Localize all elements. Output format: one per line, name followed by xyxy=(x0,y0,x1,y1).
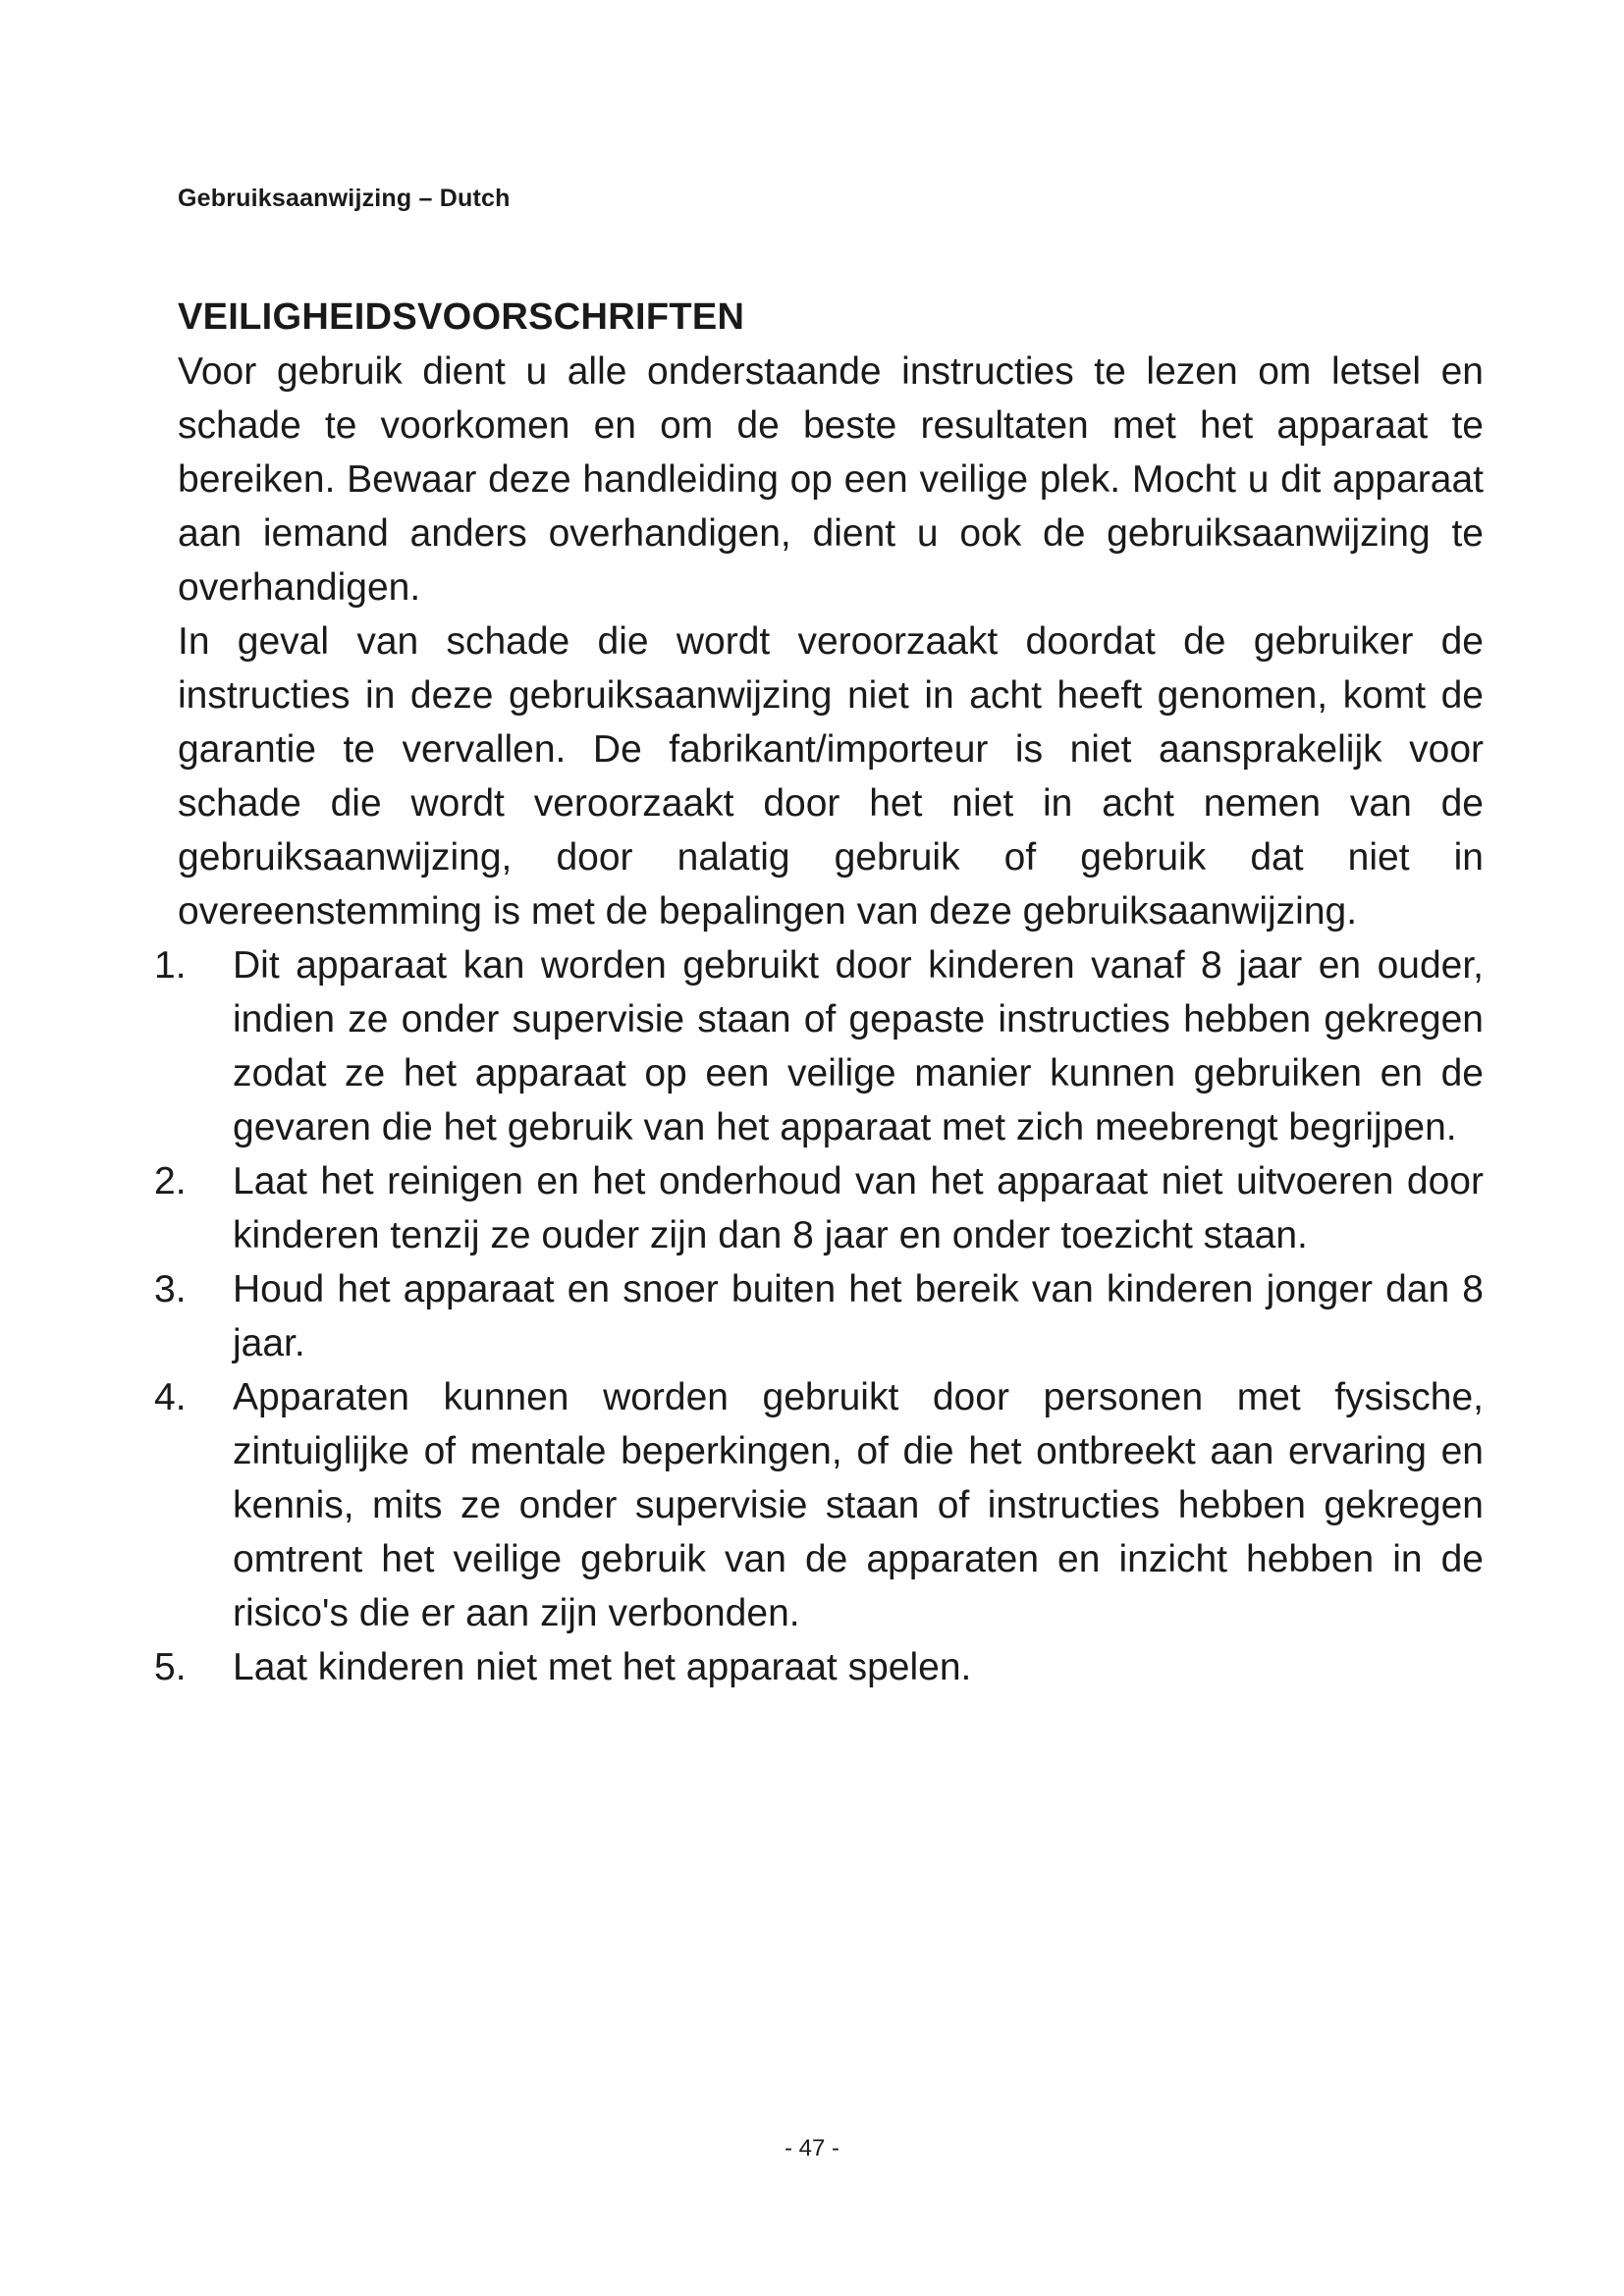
list-item-number: 4. xyxy=(154,1376,187,1418)
list-item-text: Laat kinderen niet met het apparaat spelen. xyxy=(233,1646,972,1688)
list-item-number: 2. xyxy=(154,1160,187,1202)
page-number: - 47 - xyxy=(784,2135,839,2162)
list-item-text: Dit apparaat kan worden gebruikt door kinderen vanaf 8 jaar en ouder, indien ze onder supervisie staan of gepaste instructies hebben gekregen zodat ze het apparaat op een veilige manier kunnen gebruiken en de gevaren die het gebruik van het apparaat met zich meebrengt begrijpen. xyxy=(233,944,1484,1148)
intro-paragraph-2: In geval van schade die wordt veroorzaakt doordat de gebruiker de instructies in deze gebruiksaanwijzing niet in acht heeft genomen, komt de garantie te vervallen. De fabrikant/importeur is niet aansprakelijk voor schade die wordt veroorzaakt door het niet in acht nemen van de gebruiksaanwijzing, door nalatig gebruik of gebruik dat niet in overeenstemming is met de bepalingen van deze gebruiksaanwijzing. xyxy=(178,620,1484,933)
page-content xyxy=(154,291,1484,1694)
list-item xyxy=(154,1640,1484,1694)
header-label: Gebruiksaanwijzing – Dutch xyxy=(178,185,511,212)
list-item xyxy=(154,938,1484,1154)
list-item-text: Houd het apparaat en snoer buiten het bereik van kinderen jonger dan 8 jaar. xyxy=(233,1268,1484,1364)
list-item xyxy=(154,1154,1484,1262)
list-item xyxy=(154,1262,1484,1370)
intro-paragraph-1: Voor gebruik dient u alle onderstaande instructies te lezen om letsel en schade te voorkomen en om de beste resultaten met het apparaat te bereiken. Bewaar deze handleiding op een veilige plek. Mocht u dit apparaat aan iemand anders overhandigen, dient u ook de gebruiksaanwijzing te overhandigen. xyxy=(178,350,1484,609)
safety-rules-list xyxy=(154,938,1484,1694)
list-item-text: Laat het reinigen en het onderhoud van het apparaat niet uitvoeren door kinderen tenzij ze ouder zijn dan 8 jaar en onder toezicht staan. xyxy=(233,1160,1484,1256)
list-item-number: 5. xyxy=(154,1646,187,1688)
list-item-number: 3. xyxy=(154,1268,187,1310)
list-item xyxy=(154,1370,1484,1640)
section-title: VEILIGHEIDSVOORSCHRIFTEN xyxy=(178,296,745,338)
list-item-number: 1. xyxy=(154,944,187,987)
list-item-text: Apparaten kunnen worden gebruikt door personen met fysische, zintuiglijke of mentale beperkingen, of die het ontbreekt aan ervaring en kennis, mits ze onder supervisie staan of instructies hebben gekregen omtrent het veilige gebruik van de apparaten en inzicht hebben in de risico's die er aan zijn verbonden. xyxy=(233,1376,1484,1634)
